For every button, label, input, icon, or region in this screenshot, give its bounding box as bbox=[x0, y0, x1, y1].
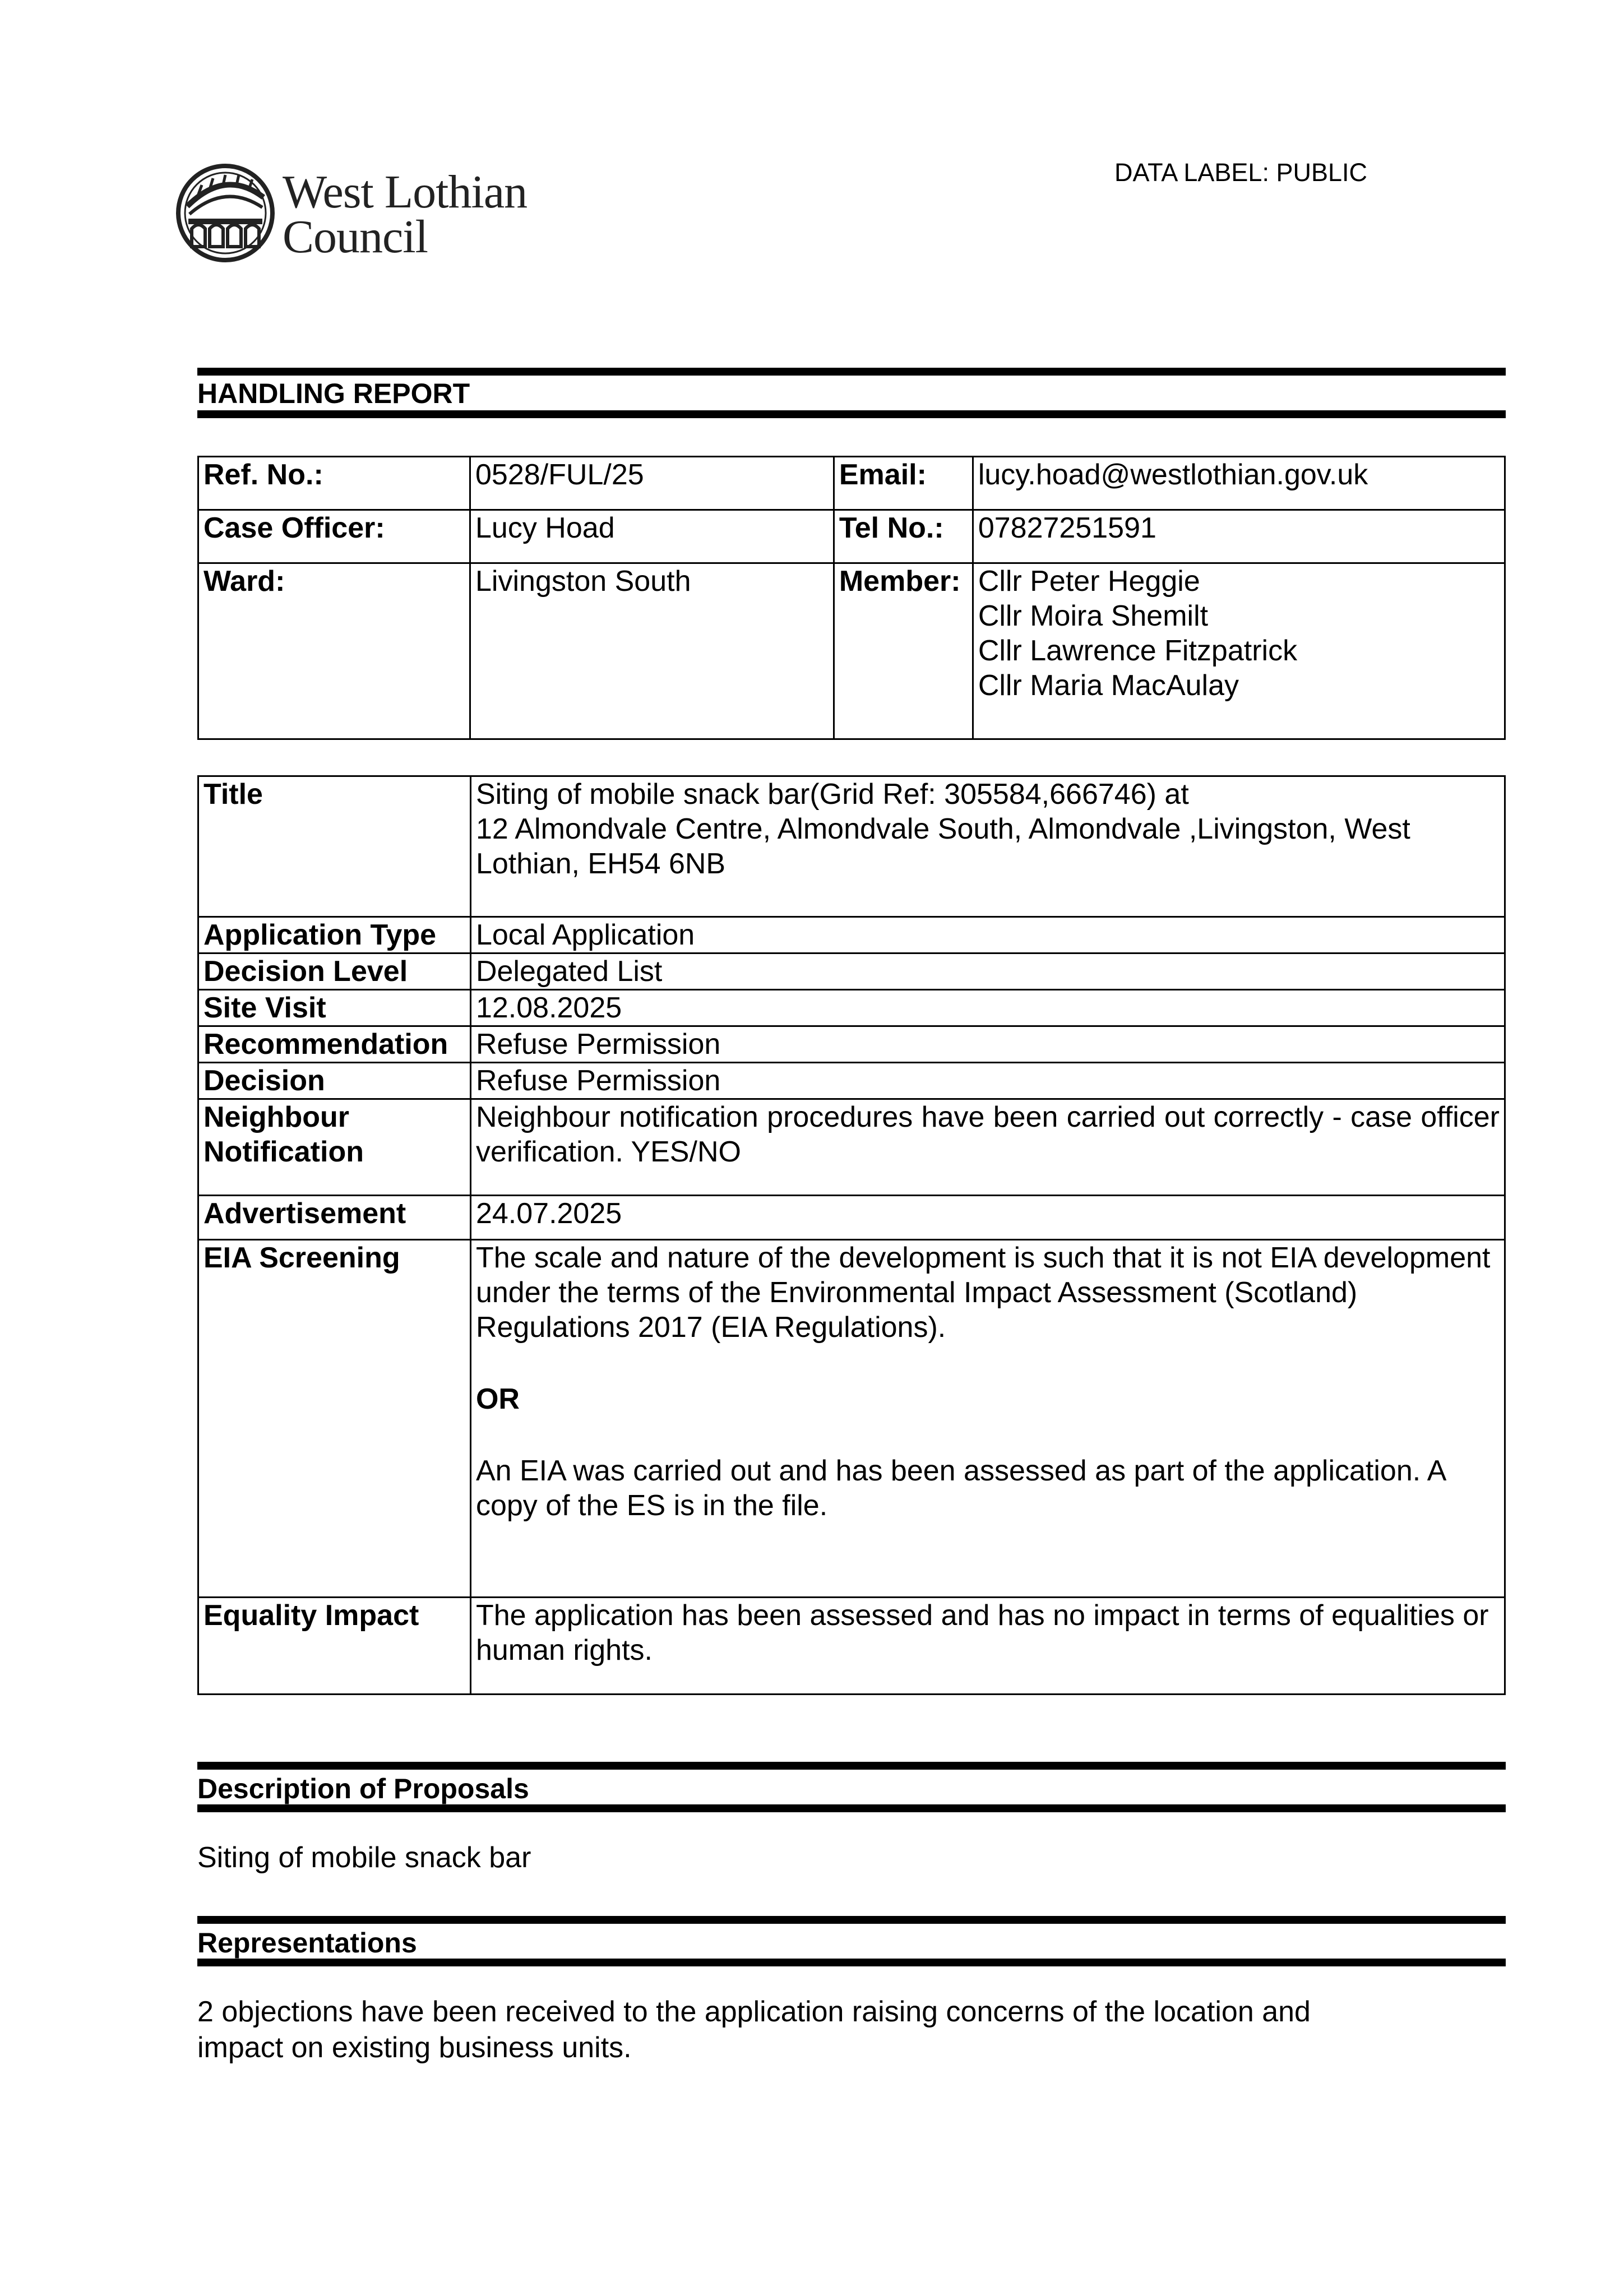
title-label: Title bbox=[198, 776, 471, 917]
logo-line-2: Council bbox=[283, 211, 428, 263]
decision-label: Decision bbox=[198, 1063, 471, 1099]
officer-value: Lucy Hoad bbox=[470, 510, 834, 563]
member-item: Cllr Lawrence Fitzpatrick bbox=[978, 635, 1298, 667]
table-row bbox=[198, 1196, 1505, 1240]
member-item: Cllr Moira Shemilt bbox=[978, 600, 1209, 632]
table-row bbox=[198, 457, 1505, 510]
member-label: Member: bbox=[834, 563, 973, 739]
decision-value: Refuse Permission bbox=[470, 1063, 1505, 1099]
officer-table bbox=[197, 456, 1506, 740]
site-visit-value: 12.08.2025 bbox=[470, 990, 1505, 1026]
section-rule-bottom bbox=[197, 1959, 1506, 1966]
section-rule-top bbox=[197, 1916, 1506, 1924]
eia-screening-label: EIA Screening bbox=[198, 1240, 471, 1598]
eia-paragraph-1: The scale and nature of the development is such that it is not EIA development under the terms of the Environmental Impact Assessment (Scotland) Regulations 2017 (EIA Regulations). bbox=[475, 1242, 1491, 1344]
application-type-value: Local Application bbox=[470, 917, 1505, 953]
proposals-text: Siting of mobile snack bar bbox=[197, 1841, 531, 1874]
data-label: DATA LABEL: PUBLIC bbox=[1114, 158, 1368, 187]
section-rule-bottom bbox=[197, 410, 1506, 418]
advertisement-label: Advertisement bbox=[198, 1196, 471, 1240]
representations-heading: Representations bbox=[197, 1927, 417, 1959]
table-row bbox=[198, 510, 1505, 563]
logo-line-1: West Lothian bbox=[283, 166, 528, 218]
eia-screening-value bbox=[470, 1240, 1505, 1598]
eia-or: OR bbox=[475, 1383, 520, 1415]
proposals-heading: Description of Proposals bbox=[197, 1773, 529, 1804]
email-value: lucy.hoad@westlothian.gov.uk bbox=[973, 457, 1505, 510]
section-rule-bottom bbox=[197, 1804, 1506, 1812]
council-logo bbox=[175, 160, 556, 272]
site-visit-label: Site Visit bbox=[198, 990, 471, 1026]
table-row bbox=[198, 1026, 1505, 1063]
table-row bbox=[198, 1063, 1505, 1099]
ward-value: Livingston South bbox=[470, 563, 834, 739]
member-item: Cllr Maria MacAulay bbox=[978, 669, 1239, 702]
title-line-2: 12 Almondvale Centre, Almondvale South, Almondvale ,Livingston, West Lothian, EH54 6NB bbox=[475, 813, 1410, 880]
table-row bbox=[198, 1099, 1505, 1196]
member-item: Cllr Peter Heggie bbox=[978, 565, 1200, 598]
title-line-1: Siting of mobile snack bar(Grid Ref: 305584,666746) at bbox=[475, 778, 1189, 811]
equality-impact-value: The application has been assessed and has no impact in terms of equalities or human rights. bbox=[470, 1598, 1505, 1695]
section-rule-top bbox=[197, 1762, 1506, 1770]
title-value bbox=[470, 776, 1505, 917]
table-row bbox=[198, 917, 1505, 953]
decision-level-value: Delegated List bbox=[470, 953, 1505, 990]
section-rule-top bbox=[197, 368, 1506, 376]
viaduct-emblem-icon bbox=[175, 163, 276, 263]
proposals-section bbox=[197, 1762, 1506, 1812]
equality-impact-label: Equality Impact bbox=[198, 1598, 471, 1695]
ref-label: Ref. No.: bbox=[198, 457, 470, 510]
representations-line-2: impact on existing business units. bbox=[197, 2031, 632, 2064]
members-list bbox=[973, 563, 1505, 739]
handling-report-heading: HANDLING REPORT bbox=[197, 378, 470, 409]
table-row bbox=[198, 776, 1505, 917]
officer-label: Case Officer: bbox=[198, 510, 470, 563]
representations-text bbox=[197, 1994, 1311, 2066]
email-label: Email: bbox=[834, 457, 973, 510]
advertisement-value: 24.07.2025 bbox=[470, 1196, 1505, 1240]
ward-label: Ward: bbox=[198, 563, 470, 739]
table-row bbox=[198, 1240, 1505, 1598]
table-row bbox=[198, 990, 1505, 1026]
recommendation-label: Recommendation bbox=[198, 1026, 471, 1063]
application-type-label: Application Type bbox=[198, 917, 471, 953]
neighbour-notification-label bbox=[198, 1099, 471, 1196]
tel-label: Tel No.: bbox=[834, 510, 973, 563]
eia-paragraph-2: An EIA was carried out and has been assessed as part of the application. A copy of the ES is in the file. bbox=[475, 1455, 1445, 1522]
recommendation-value: Refuse Permission bbox=[470, 1026, 1505, 1063]
neighbour-label-line-1: Neighbour bbox=[203, 1101, 349, 1133]
table-row bbox=[198, 563, 1505, 739]
tel-value: 07827251591 bbox=[973, 510, 1505, 563]
neighbour-label-line-2: Notification bbox=[203, 1136, 364, 1168]
table-row bbox=[198, 953, 1505, 990]
representations-section bbox=[197, 1916, 1506, 1966]
neighbour-notification-value: Neighbour notification procedures have been carried out correctly - case officer verification. YES/NO bbox=[470, 1099, 1505, 1196]
handling-report-section bbox=[197, 368, 1506, 418]
representations-line-1: 2 objections have been received to the application raising concerns of the location and bbox=[197, 1996, 1311, 2028]
table-row bbox=[198, 1598, 1505, 1695]
decision-level-label: Decision Level bbox=[198, 953, 471, 990]
logo-wordmark bbox=[283, 166, 528, 263]
ref-value: 0528/FUL/25 bbox=[470, 457, 834, 510]
application-details-table bbox=[197, 775, 1506, 1695]
